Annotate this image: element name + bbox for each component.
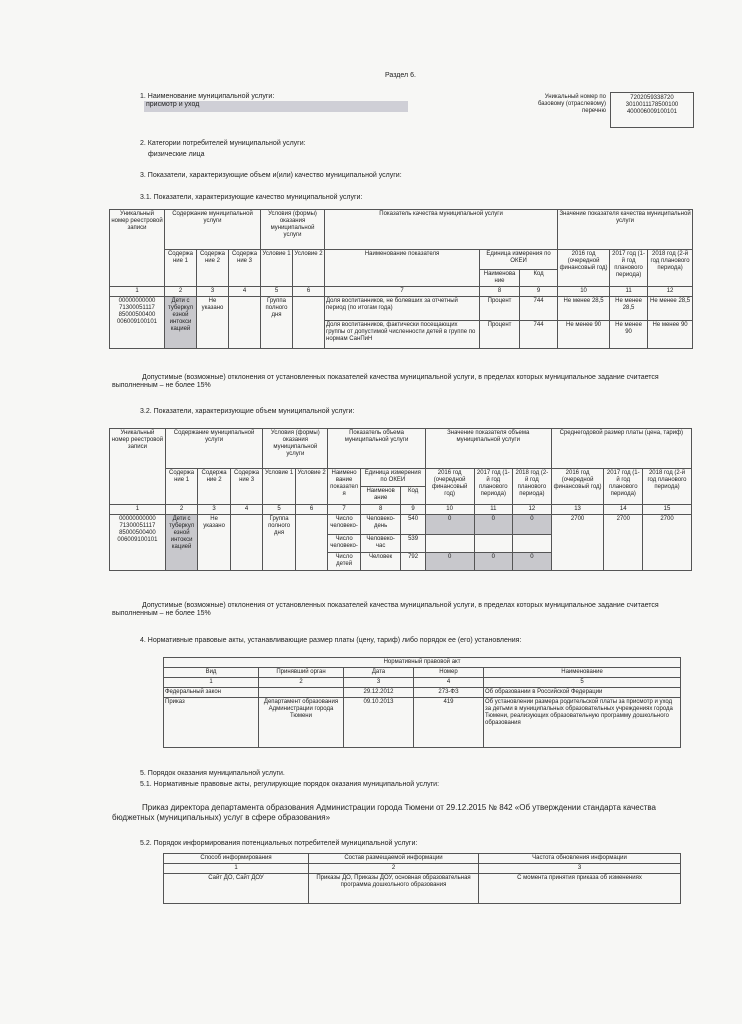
header-indicator-name: Наимено вание показател я (328, 469, 360, 505)
condition-1-value: Группа полного дня (263, 515, 295, 571)
item2-label: 2. Категории потребителей муниципальной услуги: (140, 140, 306, 147)
unit-code: 540 (401, 515, 425, 535)
header-unit: Единица измерения по ОКЕИ (480, 250, 558, 270)
unit-name: Человеко-час (360, 535, 401, 553)
deviation-note-2: Допустимые (возможные) отклонения от установленных показателей качества муниципальной услуги, в пределах которых муниципальное задание считается выполненным – не более 15% (112, 602, 659, 617)
header-fee-2016: 2016 год (очередной финансовый год) (551, 469, 604, 505)
header-content-3: Содержа ние 3 (230, 469, 263, 505)
header-unit-name: Наименова ние (480, 270, 520, 287)
act-kind: Федеральный закон (164, 688, 259, 698)
value-2016: Не менее 90 (558, 321, 610, 349)
header-unit-name: Наименов ание (360, 487, 401, 505)
header-year-2017: 2017 год (1-й год планового периода) (610, 250, 648, 287)
column-number: 3 (344, 678, 414, 688)
column-number: 3 (197, 287, 229, 297)
indicator-name: Число детей (328, 553, 360, 571)
column-number: 10 (425, 505, 474, 515)
column-number: 7 (328, 505, 360, 515)
condition-1-value: Группа полного дня (261, 297, 293, 349)
header-name: Наименование (484, 668, 681, 678)
header-content: Содержание муниципальной услуги (165, 429, 262, 469)
unique-number-label: Уникальный номер по базовому (отраслевому) перечню (537, 94, 606, 114)
value-2018 (513, 535, 552, 553)
header-year-2018: 2018 год (2-й год планового периода) (513, 469, 552, 505)
header-fee-2018: 2018 год (2-й год планового периода) (643, 469, 692, 505)
header-year-2016: 2016 год (очередной финансовый год) (558, 250, 610, 287)
column-number: 8 (480, 287, 520, 297)
act-number: 273-ФЗ (414, 688, 484, 698)
column-number: 3 (198, 505, 230, 515)
header-fee: Среднегодовой размер платы (цена, тариф) (551, 429, 691, 469)
indicator-name: Число человеко- (328, 515, 360, 535)
act-date: 29.12.2012 (344, 688, 414, 698)
column-number: 5 (261, 287, 293, 297)
value-2018: 0 (513, 515, 552, 535)
column-number: 2 (165, 505, 197, 515)
header-content: Состав размещаемой информации (309, 854, 479, 864)
column-number: 14 (604, 505, 643, 515)
unit-code: 539 (401, 535, 425, 553)
value-2017: 0 (474, 515, 513, 535)
column-number: 4 (230, 505, 263, 515)
column-number: 7 (325, 287, 480, 297)
header-value: Значение показателя качества муниципальной услуги (558, 210, 693, 250)
indicator-name: Число человеко- (328, 535, 360, 553)
value-2018: Не менее 90 (648, 321, 693, 349)
column-number: 15 (643, 505, 692, 515)
content-3-value (229, 297, 261, 349)
fee-2016: 2700 (551, 515, 604, 571)
header-content: Содержание муниципальной услуги (165, 210, 261, 250)
header-content-2: Содержа ние 2 (198, 469, 230, 505)
act-kind: Приказ (164, 698, 259, 748)
column-number: 10 (558, 287, 610, 297)
content-2-value: Не указано (198, 515, 230, 571)
value-2016: 0 (425, 553, 474, 571)
header-fee-2017: 2017 год (1-й год планового периода) (604, 469, 643, 505)
unit-code: 744 (520, 297, 558, 321)
fee-2017: 2700 (604, 515, 643, 571)
header-indicator: Показатель качества муниципальной услуги (325, 210, 558, 250)
item3-label: 3. Показатели, характеризующие объем и(или) качество муниципальной услуги: (140, 172, 402, 179)
item4-label: 4. Нормативные правовые акты, устанавливающие размер платы (цену, тариф) либо порядок ее (его) установления: (140, 637, 522, 644)
column-number: 13 (551, 505, 604, 515)
unit-code: 792 (401, 553, 425, 571)
act-name: Об образовании в Российской Федерации (484, 688, 681, 698)
item5-label: 5. Порядок оказания муниципальной услуги. (140, 770, 285, 777)
item32-label: 3.2. Показатели, характеризующие объем муниципальной услуги: (140, 408, 355, 415)
header-conditions: Условия (формы) оказания муниципальной услуги (263, 429, 328, 469)
column-number: 2 (165, 287, 197, 297)
unit-name: Человеко-день (360, 515, 401, 535)
header-year-2018: 2018 год (2-й год планового периода) (648, 250, 693, 287)
volume-indicators-table (109, 428, 692, 571)
information-table (163, 853, 681, 904)
unit-name: Процент (480, 321, 520, 349)
column-number: 2 (309, 864, 479, 874)
act-body (259, 688, 344, 698)
unique-number-box (610, 92, 694, 128)
unit-code: 744 (520, 321, 558, 349)
header-content-1: Содержа ние 1 (165, 250, 197, 287)
header-body: Принявший орган (259, 668, 344, 678)
info-content: Приказы ДО, Приказы ДОУ, основная образовательная программа дошкольного образования (309, 874, 479, 904)
column-number: 5 (263, 505, 295, 515)
column-number: 5 (484, 678, 681, 688)
column-number: 2 (259, 678, 344, 688)
column-number: 1 (110, 287, 165, 297)
column-number: 1 (164, 678, 259, 688)
header-indicator: Показатель объема муниципальной услуги (328, 429, 425, 469)
value-2016: Не менее 28,5 (558, 297, 610, 321)
header-conditions: Условия (формы) оказания муниципальной услуги (261, 210, 325, 250)
item31-label: 3.1. Показатели, характеризующие качество муниципальной услуги: (140, 194, 363, 201)
fee-2018: 2700 (643, 515, 692, 571)
header-condition-2: Условие 2 (295, 469, 328, 505)
column-number: 12 (648, 287, 693, 297)
value-2017: 0 (474, 553, 513, 571)
header-content-2: Содержа ние 2 (197, 250, 229, 287)
column-number: 8 (360, 505, 401, 515)
act-number: 419 (414, 698, 484, 748)
unit-name: Процент (480, 297, 520, 321)
value-2018: 0 (513, 553, 552, 571)
unique-number-line: 7202059338720 (630, 95, 674, 101)
header-value: Значение показателя объема муниципальной услуги (425, 429, 551, 469)
content-1-value: Дети с туберкул езной интокси кацией (165, 297, 197, 349)
header-content-1: Содержа ние 1 (165, 469, 197, 505)
header-legal-act: Нормативный правовой акт (164, 658, 681, 668)
order-text: Приказ директора департамента образования Администрации города Тюмени от 29.12.2015 № 842 «Об утверждении стандарта качества бюджетных (муниципальных) услуг в сфере образования» (112, 803, 656, 822)
header-number: Номер (414, 668, 484, 678)
act-body: Департамент образования Администрации города Тюмени (259, 698, 344, 748)
unique-number-line: 3010011178500100 (625, 102, 679, 108)
deviation-note-1: Допустимые (возможные) отклонения от установленных показателей качества муниципальной услуги, в пределах которых муниципальное задание считается выполненным – не более 15% (112, 374, 659, 389)
value-2018: Не менее 28,5 (648, 297, 693, 321)
info-method: Сайт ДО, Сайт ДОУ (164, 874, 309, 904)
item1-value: присмотр и уход (144, 101, 408, 112)
item1-label: 1. Наименование муниципальной услуги: (140, 93, 275, 100)
legal-acts-table (163, 657, 681, 748)
column-number: 6 (293, 287, 325, 297)
content-2-value: Не указано (197, 297, 229, 349)
quality-indicators-table (109, 209, 693, 349)
header-registry: Уникальный номер реестровой записи (110, 429, 166, 505)
unit-name: Человек (360, 553, 401, 571)
indicator-name: Доля воспитанников, не болевших за отчетный период (по итогам года) (325, 297, 480, 321)
indicator-name: Доля воспитанников, фактически посещающих группы от допустимой численности детей в группе по нормам СанПиН (325, 321, 480, 349)
registry-number: 00000000000 71300051117 85000500400 006009100101 (110, 297, 165, 349)
column-number: 3 (479, 864, 681, 874)
content-3-value (230, 515, 263, 571)
header-condition-1: Условие 1 (263, 469, 295, 505)
act-date: 09.10.2013 (344, 698, 414, 748)
header-unit-code: Код (520, 270, 558, 287)
unique-number-line: 400006009100101 (626, 109, 678, 115)
header-year-2016: 2016 год (очередной финансовый год) (425, 469, 474, 505)
header-frequency: Частота обновления информации (479, 854, 681, 864)
condition-2-value (295, 515, 328, 571)
value-2017: Не менее 28,5 (610, 297, 648, 321)
item52-label: 5.2. Порядок информирования потенциальных потребителей муниципальной услуги: (140, 840, 418, 847)
column-number: 4 (414, 678, 484, 688)
item51-label: 5.1. Нормативные правовые акты, регулирующие порядок оказания муниципальной услуги: (140, 781, 440, 788)
header-year-2017: 2017 год (1-й год планового периода) (474, 469, 513, 505)
header-kind: Вид (164, 668, 259, 678)
column-number: 12 (513, 505, 552, 515)
header-condition-1: Условие 1 (261, 250, 293, 287)
content-1-value: Дети с туберкул езной интокси кацией (165, 515, 197, 571)
column-number: 11 (610, 287, 648, 297)
value-2016: 0 (425, 515, 474, 535)
column-number: 9 (520, 287, 558, 297)
header-indicator-name: Наименование показателя (325, 250, 480, 287)
info-frequency: С момента принятия приказа об изменениях (479, 874, 681, 904)
column-number: 9 (401, 505, 425, 515)
header-content-3: Содержа ние 3 (229, 250, 261, 287)
header-date: Дата (344, 668, 414, 678)
header-method: Способ информирования (164, 854, 309, 864)
registry-number: 00000000000 71300051117 85000500400 006009100101 (110, 515, 166, 571)
column-number: 6 (295, 505, 328, 515)
column-number: 1 (164, 864, 309, 874)
value-2017: Не менее 90 (610, 321, 648, 349)
column-number: 1 (110, 505, 166, 515)
header-registry: Уникальный номер реестровой записи (110, 210, 165, 287)
item2-value: физические лица (148, 151, 205, 158)
header-condition-2: Условие 2 (293, 250, 325, 287)
column-number: 4 (229, 287, 261, 297)
section-title: Раздел 6. (385, 72, 416, 79)
header-unit: Единица измерения по ОКЕИ (360, 469, 425, 487)
act-name: Об установлении размера родительской платы за присмотр и уход за детьми в муниципальных образовательных учреждениях города Тюмени, реализующих образовательную программу дошкольного образования (484, 698, 681, 748)
value-2017 (474, 535, 513, 553)
header-unit-code: Код (401, 487, 425, 505)
condition-2-value (293, 297, 325, 349)
value-2016 (425, 535, 474, 553)
column-number: 11 (474, 505, 513, 515)
